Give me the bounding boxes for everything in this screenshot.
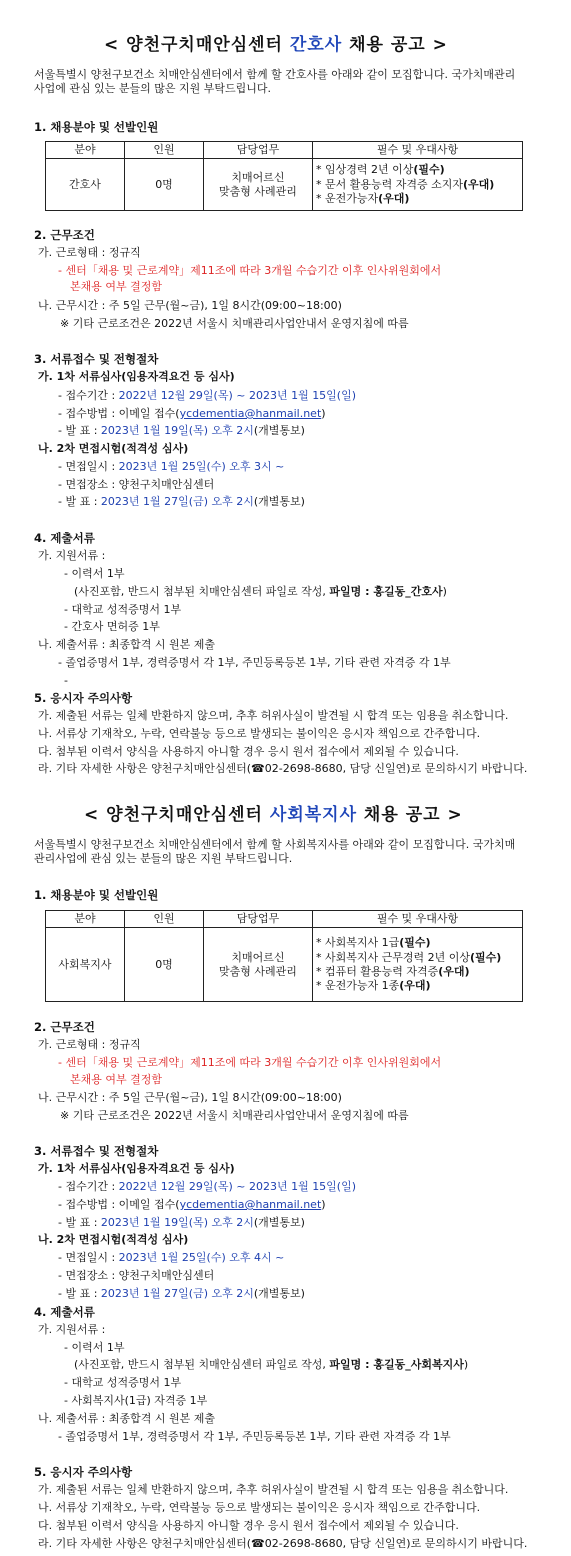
text-line: 나. 2차 면접시험(적격성 심사): [38, 1233, 189, 1246]
text-line: 다. 첨부된 이력서 양식을 사용하지 아니할 경우 응시 원서 접수에서 제외될 수 있습니다.: [38, 1519, 459, 1532]
text-line: - 면접장소 : 양천구치매안심센터: [58, 1269, 215, 1282]
text-line: 본채용 여부 결정함: [70, 280, 163, 293]
section-heading: 2. 근무조건: [34, 1020, 95, 1034]
text-line: ※ 기타 근로조건은 2022년 서울시 치매관리사업안내서 운영지침에 따름: [60, 317, 409, 330]
text-line: - 간호사 면허증 1부: [64, 620, 160, 633]
requirement: * 임상경력 2년 이상(필수): [316, 163, 445, 177]
text-line: - 센터「채용 및 근로계약」제11조에 따라 3개월 수습기간 이후 인사위원회에서: [58, 264, 442, 277]
text-line: 나. 서류상 기재착오, 누락, 연락불능 등으로 발생되는 불이익은 응시자 책임으로 간주합니다.: [38, 727, 481, 740]
section-heading: 3. 서류접수 및 전형절차: [34, 352, 159, 366]
table-header: 인원: [125, 911, 204, 928]
text-line: 가. 1차 서류심사(임용자격요건 등 심사): [38, 1162, 235, 1175]
page-title: < 양천구치매안심센터 간호사 채용 공고 >: [104, 35, 448, 55]
text-line: ※ 기타 근로조건은 2022년 서울시 치매관리사업안내서 운영지침에 따름: [60, 1109, 409, 1122]
text-line: 가. 지원서류 :: [38, 1323, 106, 1336]
text-line: - 면접일시 : 2023년 1월 25일(수) 오후 4시 ~: [58, 1251, 285, 1264]
text-line: 가. 지원서류 :: [38, 549, 106, 562]
text-line: 가. 제출된 서류는 일체 반환하지 않으며, 추후 허위사실이 발견될 시 합격 또는 임용을 취소합니다.: [38, 709, 509, 722]
text-line: 나. 2차 면접시험(적격성 심사): [38, 442, 189, 455]
table-cell: 치매어르신 맞춤형 사례관리: [204, 928, 313, 1002]
text-line: - 졸업증명서 1부, 경력증명서 각 1부, 주민등록등본 1부, 기타 관련 자격증 각 1부: [58, 1430, 451, 1443]
text-line: - 접수기간 : 2022년 12월 29일(목) ~ 2023년 1월 15일(일): [58, 389, 357, 402]
section-heading: 5. 응시자 주의사항: [34, 691, 133, 705]
text-line: - 대학교 성적증명서 1부: [64, 1376, 182, 1389]
table-cell: 간호사: [46, 159, 125, 211]
text-line: - 센터「채용 및 근로계약」제11조에 따라 3개월 수습기간 이후 인사위원회에서: [58, 1056, 442, 1069]
text-line: - 접수방법 : 이메일 접수(ycdementia@hanmail.net): [58, 1198, 326, 1211]
text-line: (사진포함, 반드시 첨부된 치매안심센터 파일로 작성, 파일명 : 홍길동_간호사): [74, 585, 447, 598]
table-header: 인원: [125, 142, 204, 159]
text-line: - 발 표 : 2023년 1월 19일(목) 오후 2시(개별통보): [58, 424, 305, 437]
table-cell: 0명: [125, 159, 204, 211]
table-header: 필수 및 우대사항: [313, 142, 523, 159]
requirement: * 문서 활용능력 자격증 소지자(우대): [316, 177, 495, 191]
section-heading: 2. 근무조건: [34, 228, 95, 242]
table-cell: [313, 159, 523, 211]
section-heading: 1. 채용분야 및 선발인원: [34, 888, 159, 902]
intro-text: 서울특별시 양천구보건소 치매안심센터에서 함께 할 사회복지사를 아래와 같이 모집합니다. 국가치매: [34, 838, 516, 851]
text-line: (사진포함, 반드시 첨부된 치매안심센터 파일로 작성, 파일명 : 홍길동_사회복지사): [74, 1358, 469, 1371]
table-cell: 0명: [125, 928, 204, 1002]
requirement: * 운전가능자(우대): [316, 191, 410, 205]
text-line: - 이력서 1부: [64, 567, 125, 580]
text-line: 본채용 여부 결정함: [70, 1073, 163, 1086]
section-heading: 4. 제출서류: [34, 531, 95, 545]
intro-text: 서울특별시 양천구보건소 치매안심센터에서 함께 할 간호사를 아래와 같이 모집합니다. 국가치매관리: [34, 68, 516, 81]
text-line: 가. 근로형태 : 정규직: [38, 246, 141, 259]
text-line: 라. 기타 자세한 사항은 양천구치매안심센터(☎02-2698-8680, 담당 신일연)로 문의하시기 바랍니다.: [38, 1537, 528, 1550]
recruit-table: [45, 910, 523, 1002]
requirement: * 운전가능자 1종(우대): [316, 979, 431, 993]
text-line: - 이력서 1부: [64, 1341, 125, 1354]
text-line: - 사회복지사(1급) 자격증 1부: [64, 1394, 208, 1407]
page-title: < 양천구치매안심센터 사회복지사 채용 공고 >: [84, 805, 463, 825]
text-line: - 졸업증명서 1부, 경력증명서 각 1부, 주민등록등본 1부, 기타 관련 자격증 각 1부: [58, 656, 451, 669]
section-heading: 5. 응시자 주의사항: [34, 1465, 133, 1479]
text-line: 나. 근무시간 : 주 5일 근무(월~금), 1일 8시간(09:00~18:00): [38, 299, 342, 312]
requirement: * 사회복지사 1급(필수): [316, 936, 431, 950]
text-line: 다. 첨부된 이력서 양식을 사용하지 아니할 경우 응시 원서 접수에서 제외될 수 있습니다.: [38, 745, 459, 758]
table-header: 필수 및 우대사항: [313, 911, 523, 928]
text-line: 가. 근로형태 : 정규직: [38, 1038, 141, 1051]
text-line: 라. 기타 자세한 사항은 양천구치매안심센터(☎02-2698-8680, 담당 신일연)로 문의하시기 바랍니다.: [38, 762, 528, 775]
text-line: 나. 서류상 기재착오, 누락, 연락불능 등으로 발생되는 불이익은 응시자 책임으로 간주합니다.: [38, 1501, 481, 1514]
text-line: - 발 표 : 2023년 1월 27일(금) 오후 2시(개별통보): [58, 1287, 305, 1300]
requirement: * 사회복지사 근무경력 2년 이상(필수): [316, 950, 502, 964]
table-header: 분야: [46, 911, 125, 928]
table-header: 담당업무: [204, 142, 313, 159]
text-line: 나. 근무시간 : 주 5일 근무(월~금), 1일 8시간(09:00~18:00): [38, 1091, 342, 1104]
requirement: * 컴퓨터 활용능력 자격증(우대): [316, 964, 470, 978]
intro-text: 관리사업에 관심 있는 분들의 많은 지원 부탁드립니다.: [34, 852, 293, 865]
table-header: 담당업무: [204, 911, 313, 928]
text-line: - 접수기간 : 2022년 12월 29일(목) ~ 2023년 1월 15일(일): [58, 1180, 357, 1193]
text-line: 나. 제출서류 : 최종합격 시 원본 제출: [38, 638, 215, 651]
section-heading: 3. 서류접수 및 전형절차: [34, 1144, 159, 1158]
section-heading: 4. 제출서류: [34, 1305, 95, 1319]
text-line: - 면접장소 : 양천구치매안심센터: [58, 478, 215, 491]
section-heading: 1. 채용분야 및 선발인원: [34, 120, 159, 134]
table-cell: 치매어르신 맞춤형 사례관리: [204, 159, 313, 211]
text-line: - 접수방법 : 이메일 접수(ycdementia@hanmail.net): [58, 407, 326, 420]
intro-text: 사업에 관심 있는 분들의 많은 지원 부탁드립니다.: [34, 82, 271, 95]
table-cell: [313, 928, 523, 1002]
text-line: 가. 제출된 서류는 일체 반환하지 않으며, 추후 허위사실이 발견될 시 합격 또는 임용을 취소합니다.: [38, 1483, 509, 1496]
text-line: - 발 표 : 2023년 1월 19일(목) 오후 2시(개별통보): [58, 1216, 305, 1229]
text-line: -: [64, 674, 68, 687]
text-line: - 발 표 : 2023년 1월 27일(금) 오후 2시(개별통보): [58, 495, 305, 508]
text-line: 나. 제출서류 : 최종합격 시 원본 제출: [38, 1412, 215, 1425]
text-line: 가. 1차 서류심사(임용자격요건 등 심사): [38, 370, 235, 383]
recruit-table: [45, 141, 523, 211]
text-line: - 면접일시 : 2023년 1월 25일(수) 오후 3시 ~: [58, 460, 285, 473]
table-cell: 사회복지사: [46, 928, 125, 1002]
email-link[interactable]: ycdementia@hanmail.net: [179, 407, 322, 420]
table-header: 분야: [46, 142, 125, 159]
text-line: - 대학교 성적증명서 1부: [64, 603, 182, 616]
email-link[interactable]: ycdementia@hanmail.net: [179, 1198, 322, 1211]
